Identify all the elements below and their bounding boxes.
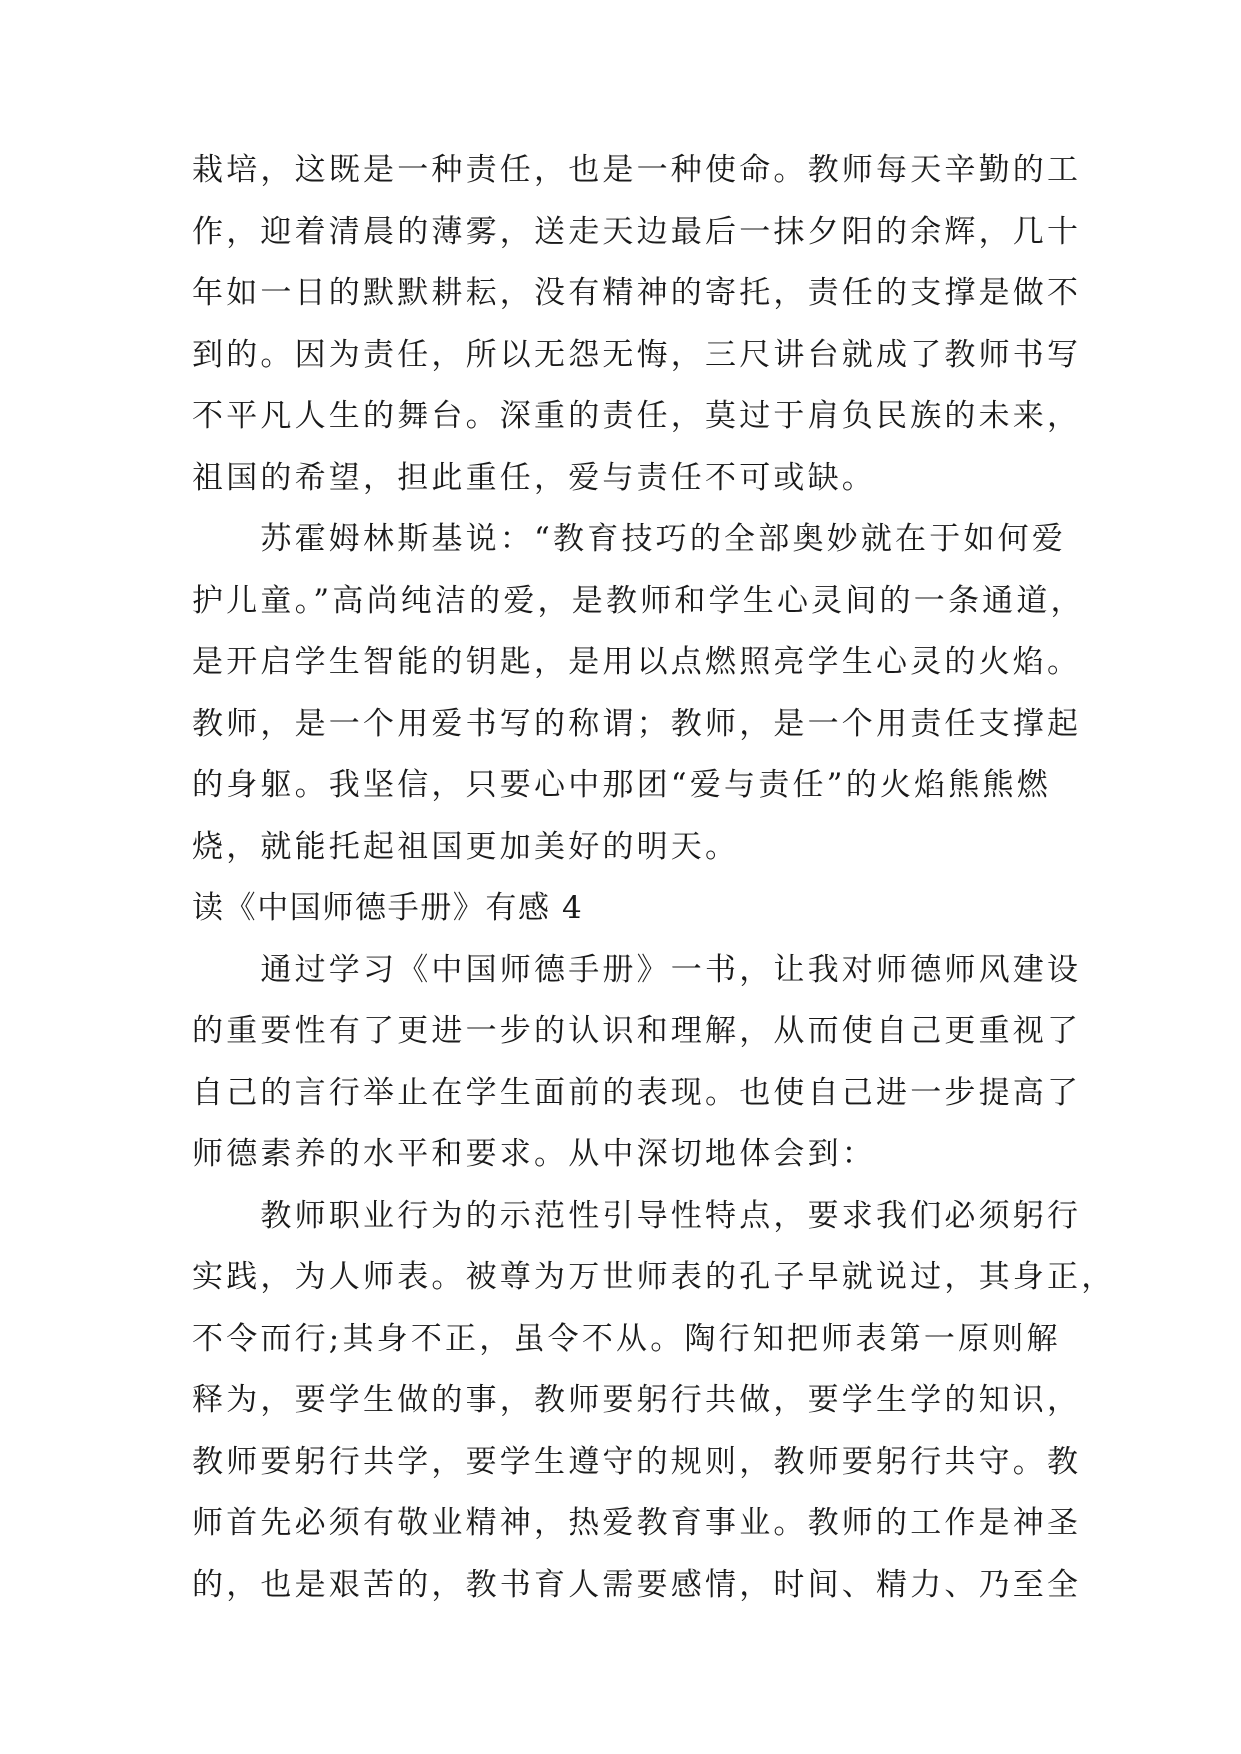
- text-line: 教师，是一个用爱书写的称谓；教师，是一个用责任支撑起: [192, 705, 1082, 742]
- text-line: 实践，为人师表。被尊为万世师表的孔子早就说过，其身正，: [192, 1259, 1116, 1295]
- text-line: 到的。因为责任，所以无怨无悔，三尺讲台就成了教师书写: [192, 336, 1082, 373]
- text-line: 教师要躬行共学，要学生遵守的规则，教师要躬行共守。教: [192, 1443, 1082, 1480]
- text-line: 师首先必须有敬业精神，热爱教育事业。教师的工作是神圣: [192, 1505, 1082, 1541]
- text-line: 通过学习《中国师德手册》一书，让我对师德师风建设: [192, 951, 1082, 988]
- text-line: 的身躯。我坚信，只要心中那团“爱与责任”的火焰熊熊燃: [192, 767, 1051, 803]
- text-line: 不平凡人生的舞台。深重的责任，莫过于肩负民族的未来，: [192, 398, 1082, 434]
- text-line: 的，也是艰苦的，教书育人需要感情，时间、精力、乃至全: [192, 1566, 1082, 1603]
- text-line: 不令而行;其身不正，虽令不从。陶行知把师表第一原则解: [192, 1320, 1061, 1357]
- text-line: 烧，就能托起祖国更加美好的明天。: [192, 828, 740, 865]
- text-line: 释为，要学生做的事，教师要躬行共做，要学生学的知识，: [192, 1382, 1082, 1418]
- text-line: 教师职业行为的示范性引导性特点，要求我们必须躬行: [192, 1197, 1082, 1234]
- text-line: 祖国的希望，担此重任，爱与责任不可或缺。: [192, 459, 876, 496]
- text-line: 年如一日的默默耕耘，没有精神的寄托，责任的支撑是做不: [192, 275, 1082, 311]
- text-line: 护儿童。”高尚纯洁的爱，是教师和学生心灵间的一条通道，: [192, 582, 1085, 619]
- section-heading: 读《中国师德手册》有感 4: [192, 890, 584, 926]
- text-line: 的重要性有了更进一步的认识和理解，从而使自己更重视了: [192, 1013, 1082, 1049]
- text-line: 自己的言行举止在学生面前的表现。也使自己进一步提高了: [192, 1074, 1082, 1111]
- text-line: 师德素养的水平和要求。从中深切地体会到：: [192, 1136, 876, 1172]
- text-line: 苏霍姆林斯基说：“教育技巧的全部奥妙就在于如何爱: [192, 521, 1067, 557]
- text-line: 是开启学生智能的钥匙，是用以点燃照亮学生心灵的火焰。: [192, 644, 1082, 680]
- text-line: 栽培，这既是一种责任，也是一种使命。教师每天辛勤的工: [192, 152, 1082, 188]
- document-body: [192, 140, 1116, 1616]
- text-line: 作，迎着清晨的薄雾，送走天边最后一抹夕阳的余辉，几十: [192, 213, 1082, 250]
